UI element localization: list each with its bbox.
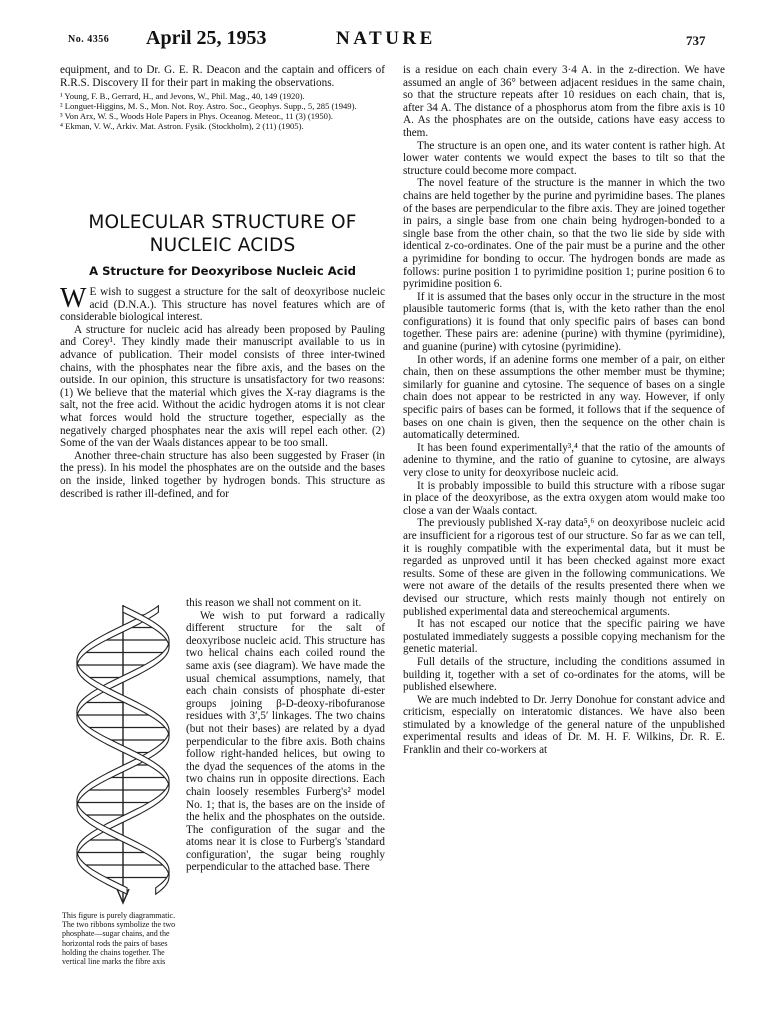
paragraph: Another three-chain structure has also been suggested by Fraser (in the press). In his model the phosphates are on the outside and the bases on the inside, linked together by hydrogen bonds. This structure as described is rather ill-defined, and for bbox=[60, 449, 385, 500]
previous-article-closing: equipment, and to Dr. G. E. R. Deacon and the captain and officers of R.R.S. Discovery II for their part in making the observations. bbox=[60, 64, 385, 89]
paragraph: Full details of the structure, including the conditions assumed in building it, together with a set of co-ordinates for the atoms, will be published elsewhere. bbox=[403, 655, 725, 694]
paragraph-continuation: this reason we shall not comment on it. bbox=[186, 597, 362, 609]
paragraph: It is probably impossible to build this structure with a ribose sugar in place of the deoxyribose, as the extra oxygen atom would make too close a van der Waals contact. bbox=[403, 479, 725, 517]
figure-caption: This figure is purely diagrammatic. The two ribbons symbolize the two phosphate—sugar chains, and the horizontal rods the pairs of bases holding the chains together. The vertical line marks the fibre axis bbox=[62, 911, 176, 967]
paragraph: It has been found experimentally³,⁴ that the ratio of the amounts of adenine to thymine, and the ratio of guanine to cytosine, are always very close to unity for deoxyribose nucleic acid. bbox=[403, 441, 725, 479]
right-column-body bbox=[403, 64, 725, 757]
issue-number: No. 4356 bbox=[68, 34, 110, 45]
paragraph-text: E wish to suggest a structure for the salt of deoxyribose nucleic acid (D.N.A.). This structure has novel features which are of considerable biological interest. bbox=[60, 286, 385, 324]
reference-list bbox=[60, 91, 385, 131]
paragraph: If it is assumed that the bases only occur in the structure in the most plausible tautomeric forms (that is, with the keto rather than the enol configurations) it is found that only specific pairs of bases can bond together. These pairs are: adenine (purine) with thymine (pyrimidine), and guanine (purine) with cytosine (pyrimidine). bbox=[403, 290, 725, 354]
reference-item: ² Longuet-Higgins, M. S., Mon. Not. Roy. Astro. Soc., Geophys. Supp., 5, 285 (1949). bbox=[60, 101, 357, 112]
paragraph: The previously published X-ray data⁵,⁶ on deoxyribose nucleic acid are insufficient for a rigorous test of our structure. So far as we can tell, it is roughly compatible with the experimental data, but it must be regarded as unproved until it has been checked against more exact results. Some of these are given in the following communications. We were not aware of the details of the results presented there when we devised our structure, which rests mainly though not entirely on published experimental data and stereochemical arguments. bbox=[403, 517, 725, 618]
paragraph: The novel feature of the structure is the manner in which the two chains are held together by the purine and pyrimidine bases. The planes of the bases are perpendicular to the fibre axis. They are joined together in pairs, a single base from one chain being hydrogen-bonded to a single base from the other chain, so that the two lie side by side with identical z-co-ordinates. One of the pair must be a purine and the other a pyrimidine for bonding to occur. The hydrogen bonds are made as follows: purine position 1 to pyrimidine position 1; purine position 6 to pyrimidine position 6. bbox=[403, 177, 725, 291]
paragraph: It has not escaped our notice that the specific pairing we have postulated immediately suggests a possible copying mechanism for the genetic material. bbox=[403, 618, 725, 656]
reference-item: ⁴ Ekman, V. W., Arkiv. Mat. Astron. Fysik. (Stockholm), 2 (11) (1905). bbox=[60, 121, 304, 132]
journal-name: NATURE bbox=[336, 28, 436, 49]
reference-item: ³ Von Arx, W. S., Woods Hole Papers in Phys. Oceanog. Meteor., 11 (3) (1950). bbox=[60, 111, 333, 122]
page-number: 737 bbox=[686, 33, 706, 48]
drop-cap: W bbox=[60, 283, 87, 314]
narrow-column-beside-figure bbox=[186, 597, 385, 874]
left-column-body bbox=[60, 283, 385, 500]
article-title-line-1: MOLECULAR STRUCTURE OF bbox=[88, 212, 357, 233]
paragraph: We wish to put forward a radically different structure for the salt of deoxyribose nucleic acid. This structure has two helical chains each coiled round the same axis (see diagram). We have made the usual chemical assumptions, namely, that each chain consists of phosphate di-ester groups joining β-D-deoxy-ribofuranose residues with 3′,5′ linkages. The two chains (but not their bases) are related by a dyad perpendicular to the fibre axis. Both chains follow right-handed helices, but owing to the dyad the sequences of the atoms in the two chains run in opposite directions. Each chain loosely resembles Furberg's² model No. 1; that is, the bases are on the inside of the helix and the phosphates on the outside. The configuration of the sugar and the atoms near it is close to Furberg's 'standard configuration', the sugar being roughly perpendicular to the attached base. There bbox=[186, 609, 385, 874]
article-title-line-2: NUCLEIC ACIDS bbox=[149, 235, 296, 256]
double-helix-figure bbox=[62, 601, 184, 906]
issue-date: April 25, 1953 bbox=[146, 27, 267, 49]
paragraph-continuation: is a residue on each chain every 3·4 A. in the z-direction. We have assumed an angle of 36° between adjacent residues in the same chain, so that the structure repeats after 10 residues on each chain, that is, after 34 A. The distance of a phosphorus atom from the fibre axis is 10 A. As the phosphates are on the outside, cations have easy access to them. bbox=[403, 64, 725, 139]
reference-item: ¹ Young, F. B., Gerrard, H., and Jevons, W., Phil. Mag., 40, 149 (1920). bbox=[60, 91, 305, 102]
paragraph: We are much indebted to Dr. Jerry Donohue for constant advice and criticism, especially on interatomic distances. We have also been stimulated by a knowledge of the general nature of the unpublished experimental results and ideas of Dr. M. H. F. Wilkins, Dr. R. E. Franklin and their co-workers at bbox=[403, 693, 725, 757]
paragraph: A structure for nucleic acid has already been proposed by Pauling and Corey¹. They kindly made their manuscript available to us in advance of publication. Their model consists of three inter-twined chains, with the phosphates near the fibre axis, and the bases on the outside. In our opinion, this structure is unsatisfactory for two reasons: (1) We believe that the material which gives the X-ray diagrams is the salt, not the free acid. Without the acidic hydrogen atoms it is not clear what forces would hold the structure together, especially as the negatively charged phosphates near the axis will repel each other. (2) Some of the van der Waals distances appear to be too small. bbox=[60, 323, 385, 450]
paragraph bbox=[60, 283, 385, 324]
article-subtitle: A Structure for Deoxyribose Nucleic Acid bbox=[89, 264, 356, 278]
paragraph: In other words, if an adenine forms one member of a pair, on either chain, then on these assumptions the other member must be thymine; similarly for guanine and cytosine. The sequence of bases on a single chain does not appear to be restricted in any way. However, if only specific pairs of bases can be formed, it follows that if the sequence of bases on one chain is given, then the sequence on the other chain is automatically determined. bbox=[403, 353, 725, 442]
previous-article-ending bbox=[60, 64, 385, 131]
paragraph: The structure is an open one, and its water content is rather high. At lower water contents we would expect the bases to tilt so that the structure could become more compact. bbox=[403, 139, 725, 177]
